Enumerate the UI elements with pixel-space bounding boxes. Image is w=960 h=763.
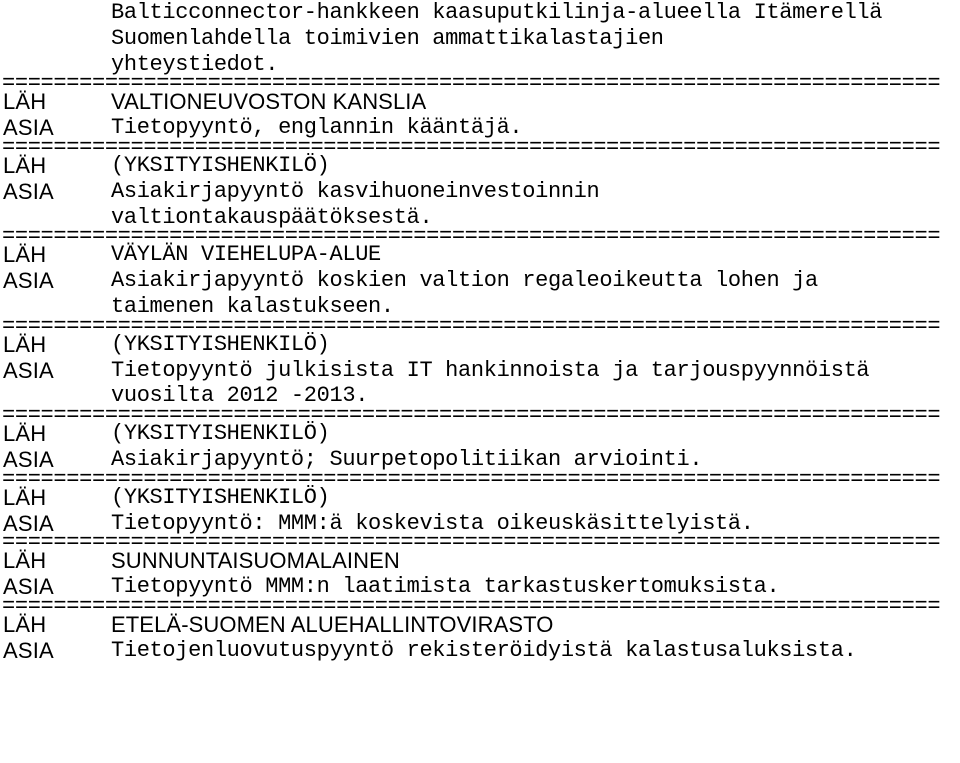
sender-name: ETELÄ-SUOMEN ALUEHALLINTOVIRASTO — [111, 611, 554, 637]
subject-label: ASIA — [3, 268, 54, 294]
sender-name: (YKSITYISHENKILÖ) — [111, 421, 330, 447]
subject-text: Tietopyyntö MMM:n laatimista tarkastuskertomuksista. — [111, 574, 780, 600]
separator — [0, 403, 960, 429]
intro-text: Suomenlahdella toimivien ammattikalastajien — [111, 25, 664, 51]
separator — [0, 593, 960, 619]
sender-line — [0, 548, 960, 574]
sender-line — [0, 332, 960, 358]
sender-name: SUNNUNTAISUOMALAINEN — [111, 548, 400, 574]
sender-label: LÄH — [3, 242, 47, 268]
sender-label: LÄH — [3, 421, 47, 447]
subject-line — [0, 268, 960, 294]
subject-label: ASIA — [3, 357, 54, 383]
separator-rule: ========================================================================= — [2, 71, 941, 97]
separator-rule: ========================================================================= — [2, 466, 941, 492]
subject-text: Asiakirjapyyntö; Suurpetopolitiikan arviointi. — [111, 446, 703, 472]
intro-line — [0, 26, 960, 52]
separator-rule: ========================================================================= — [2, 134, 941, 160]
separator — [0, 466, 960, 492]
sender-label: LÄH — [3, 152, 47, 178]
sender-label: LÄH — [3, 548, 47, 574]
subject-label: ASIA — [3, 637, 54, 663]
subject-line — [0, 179, 960, 205]
sender-label: LÄH — [3, 484, 47, 510]
separator — [0, 134, 960, 160]
separator-rule: ========================================================================= — [2, 224, 941, 250]
subject-text: vuosilta 2012 -2013. — [111, 383, 369, 409]
separator-rule: ========================================================================= — [2, 530, 941, 556]
subject-text: taimenen kalastukseen. — [111, 293, 394, 319]
separator — [0, 71, 960, 97]
subject-text: Asiakirjapyyntö koskien valtion regaleoikeutta lohen ja — [111, 268, 818, 294]
sender-name: VALTIONEUVOSTON KANSLIA — [111, 89, 427, 115]
sender-name: (YKSITYISHENKILÖ) — [111, 484, 330, 510]
sender-line — [0, 89, 960, 115]
subject-text: Asiakirjapyyntö kasvihuoneinvestoinnin — [111, 178, 600, 204]
subject-label: ASIA — [3, 115, 54, 141]
sender-line — [0, 421, 960, 447]
subject-line — [0, 358, 960, 384]
subject-label: ASIA — [3, 446, 54, 472]
subject-label: ASIA — [3, 574, 54, 600]
separator-rule: ========================================================================= — [2, 593, 941, 619]
sender-label: LÄH — [3, 611, 47, 637]
subject-text: Tietojenluovutuspyyntö rekisteröidyistä kalastusaluksista. — [111, 637, 857, 663]
sender-name: VÄYLÄN VIEHELUPA-ALUE — [111, 242, 381, 268]
subject-text: Tietopyyntö, englannin kääntäjä. — [111, 115, 523, 141]
subject-text: Tietopyyntö julkisista IT hankinnoista ja tarjouspyynnöistä — [111, 357, 870, 383]
subject-label: ASIA — [3, 178, 54, 204]
subject-text: valtiontakauspäätöksestä. — [111, 204, 433, 230]
sender-label: LÄH — [3, 331, 47, 357]
intro-line — [0, 0, 960, 26]
intro-text: yhteystiedot. — [111, 51, 279, 77]
sender-line — [0, 242, 960, 268]
sender-name: (YKSITYISHENKILÖ) — [111, 331, 330, 357]
sender-line — [0, 153, 960, 179]
separator — [0, 530, 960, 556]
separator-rule: ========================================================================= — [2, 403, 941, 429]
separator — [0, 224, 960, 250]
subject-line — [0, 638, 960, 664]
separator-rule: ========================================================================= — [2, 313, 941, 339]
intro-text: Balticconnector-hankkeen kaasuputkilinja-alueella Itämerellä — [111, 0, 883, 25]
sender-line — [0, 612, 960, 638]
sender-label: LÄH — [3, 89, 47, 115]
sender-line — [0, 485, 960, 511]
subject-text: Tietopyyntö: MMM:ä koskevista oikeuskäsittelyistä. — [111, 510, 754, 536]
sender-name: (YKSITYISHENKILÖ) — [111, 152, 330, 178]
separator — [0, 313, 960, 339]
subject-label: ASIA — [3, 510, 54, 536]
